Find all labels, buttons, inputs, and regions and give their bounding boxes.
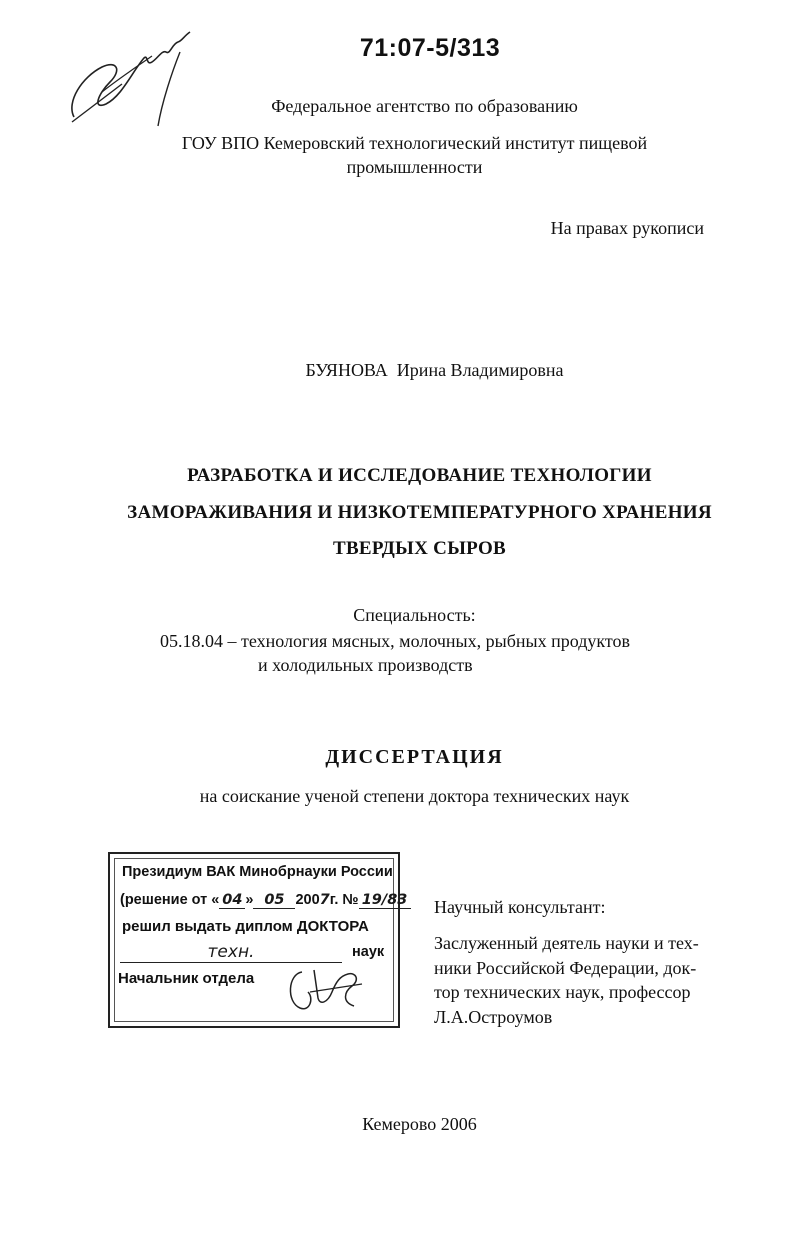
degree-line: на соискание ученой степени доктора технических наук	[199, 786, 630, 806]
stamp-month-sep: »	[245, 892, 254, 908]
vak-stamp	[108, 852, 408, 1028]
stamp-signature	[280, 962, 370, 1018]
author-name: БУЯНОВА Ирина Владимировна	[305, 360, 564, 380]
consultant-line-4: Л.А.Остроумов	[434, 1006, 553, 1027]
specialty-label: Специальность:	[353, 605, 476, 625]
specialty-tail: и холодильных производств	[258, 655, 473, 675]
stamp-line-5: Начальник отдела	[118, 970, 255, 987]
consultant-details	[434, 931, 734, 1029]
consultant-label: Научный консультант:	[434, 897, 606, 917]
stamp-decision-prefix: (решение от «	[120, 892, 220, 908]
institution-line-2: промышленности	[346, 157, 483, 177]
registry-code: 71:07-5/313	[359, 34, 501, 62]
stamp-year-digit: 7	[319, 892, 330, 908]
stamp-day: 04	[219, 892, 245, 909]
consultant-line-3: тор технических наук, профессор	[434, 982, 691, 1002]
stamp-line-1: Президиум ВАК Минобрнауки России	[122, 864, 393, 880]
work-type: ДИССЕРТАЦИЯ	[325, 746, 504, 768]
stamp-field: техн.	[120, 942, 342, 963]
stamp-number: 19/83	[359, 892, 411, 909]
stamp-year-prefix: 200	[295, 892, 320, 908]
title-line-2: ЗАМОРАЖИВАНИЯ И НИЗКОТЕМПЕРАТУРНОГО ХРАНЕНИЯ	[127, 502, 712, 523]
institution-line-1: ГОУ ВПО Кемеровский технологический институт пищевой	[181, 133, 648, 153]
title-line-3: ТВЕРДЫХ СЫРОВ	[332, 538, 507, 559]
specialty-code-line: 05.18.04 – технология мясных, молочных, рыбных продуктов	[160, 631, 631, 651]
stamp-number-prefix: г. №	[329, 892, 359, 908]
consultant-line-1: Заслуженный деятель науки и тех-	[434, 933, 699, 953]
stamp-line-3: решил выдать диплом ДОКТОРА	[122, 918, 369, 935]
stamp-decision-line	[120, 892, 411, 909]
consultant-line-2: ники Российской Федерации, док-	[434, 957, 697, 978]
stamp-field-line	[120, 942, 342, 963]
title-line-1: РАЗРАБОТКА И ИССЛЕДОВАНИЕ ТЕХНОЛОГИИ	[187, 465, 652, 486]
stamp-field-suffix: наук	[352, 944, 385, 960]
stamp-month: 05	[253, 892, 295, 909]
rights-note: На правах рукописи	[550, 218, 704, 238]
agency-name: Федеральное агентство по образованию	[271, 96, 578, 116]
city-year: Кемерово 2006	[362, 1114, 477, 1134]
